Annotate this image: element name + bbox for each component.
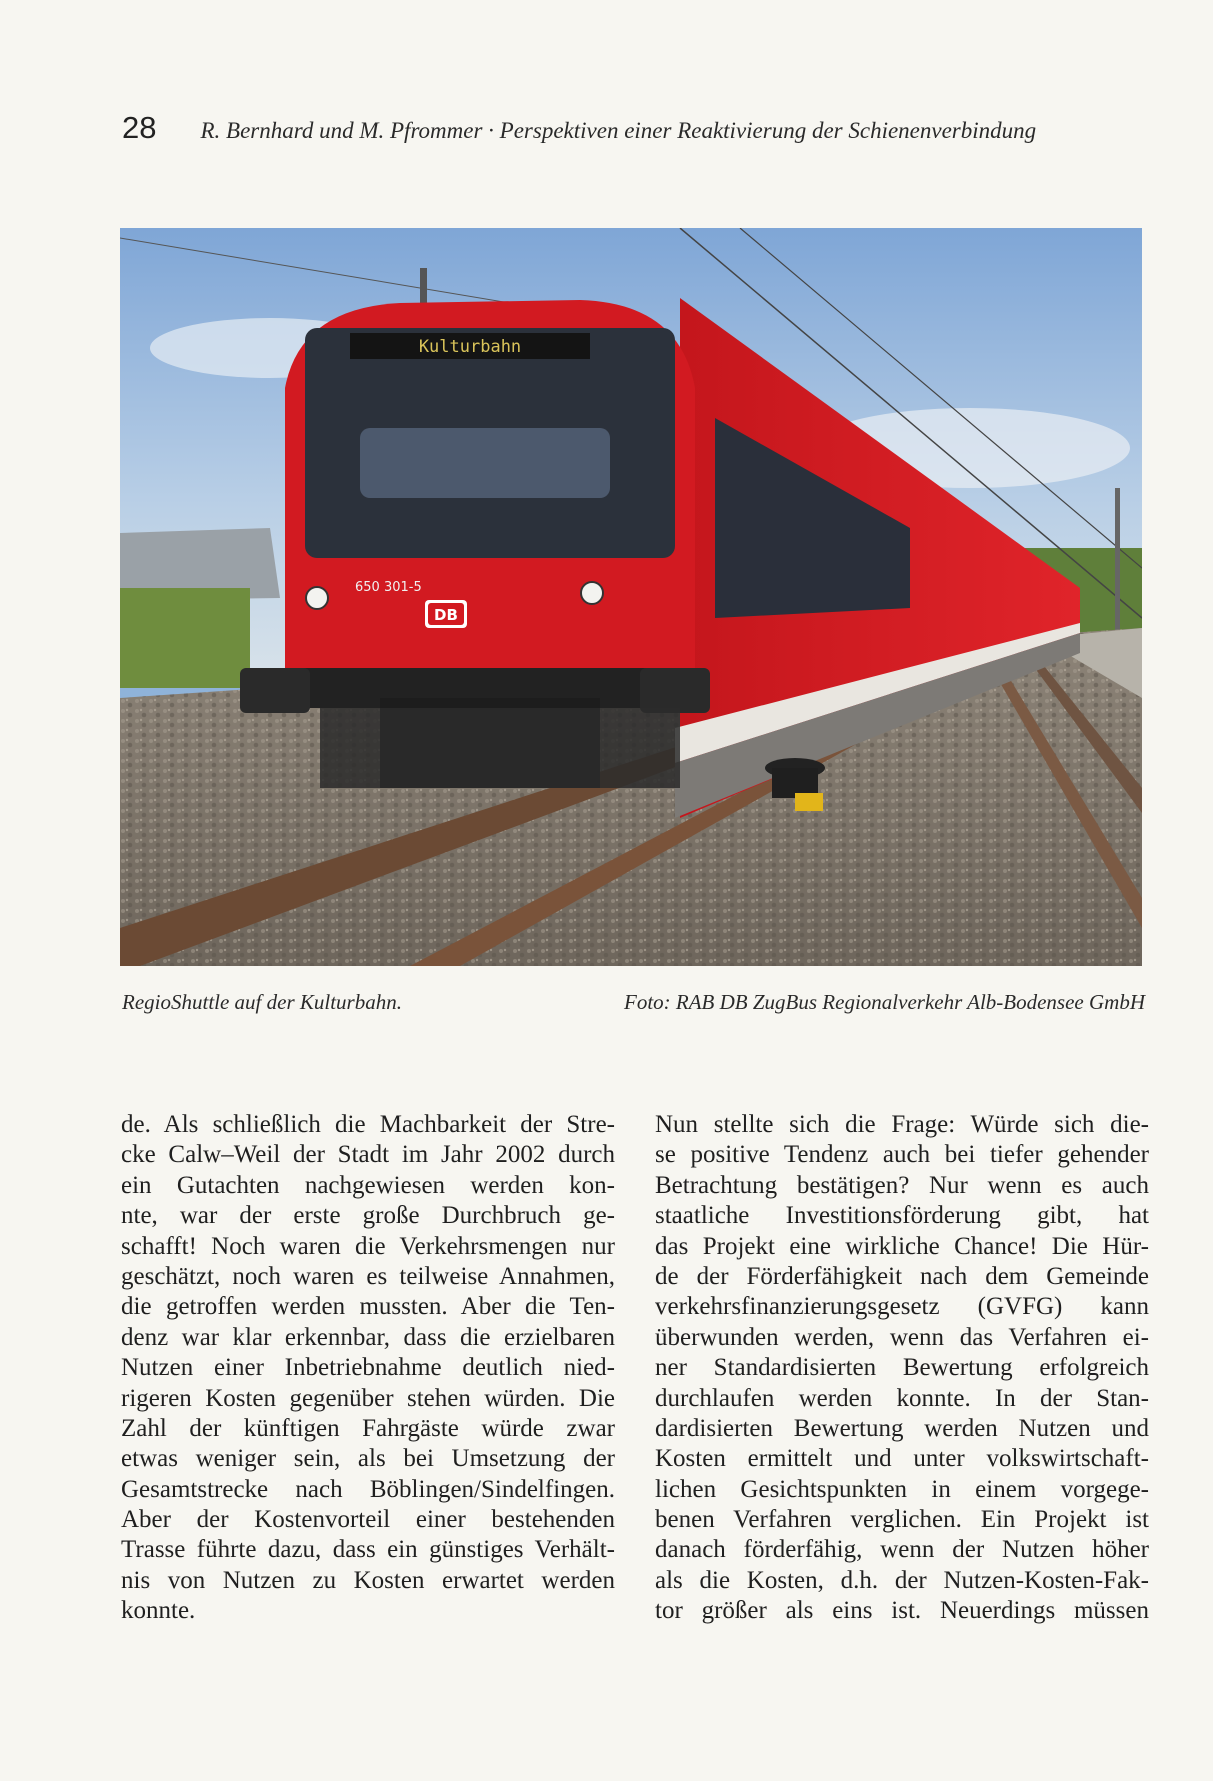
text-line: verkehrsfinanzierungsgesetz (GVFG) kann — [655, 1293, 1149, 1321]
text-line: ein Gutachten nachgewiesen werden kon- — [121, 1171, 615, 1199]
text-line: ner Standardisierten Bewertung erfolgreich — [655, 1354, 1149, 1382]
text-line: Gesamtstrecke nach Böblingen/Sindelfingen. — [121, 1475, 615, 1503]
text-line: schafft! Noch waren die Verkehrsmengen nur — [121, 1232, 615, 1260]
text-line: überwunden werden, wenn das Verfahren ei- — [655, 1323, 1149, 1351]
text-line: durchlaufen werden konnte. In der Stan- — [655, 1384, 1149, 1412]
yellow-box — [795, 793, 823, 811]
headlight-right — [581, 582, 603, 604]
text-line: cke Calw–Weil der Stadt im Jahr 2002 durch — [121, 1141, 615, 1169]
text-line: als die Kosten, d.h. der Nutzen-Kosten-Fak- — [655, 1566, 1149, 1594]
text-line: tor größer als eins ist. Neuerdings müssen — [655, 1597, 1149, 1625]
train-illustration — [120, 228, 1142, 966]
destination-display: Kulturbahn — [418, 337, 522, 357]
text-line: benen Verfahren verglichen. Ein Projekt ist — [655, 1506, 1149, 1534]
text-line: staatliche Investitionsförderung gibt, hat — [655, 1202, 1149, 1230]
text-line: denz war klar erkennbar, dass die erzielbaren — [121, 1323, 615, 1351]
text-line: nte, war der erste große Durchbruch ge- — [121, 1202, 615, 1230]
bogie — [320, 708, 680, 788]
text-line: danach förderfähig, wenn der Nutzen höher — [655, 1536, 1149, 1564]
db-logo: DB — [434, 606, 458, 624]
text-line: Zahl der künftigen Fahrgäste würde zwar — [121, 1414, 615, 1442]
mast — [1115, 488, 1120, 648]
page-number: 28 — [122, 110, 157, 145]
text-line: Trasse führte dazu, dass ein günstiges Verhält- — [121, 1536, 615, 1564]
text-line: Betrachtung bestätigen? Nur wenn es auch — [655, 1171, 1149, 1199]
left-text-column — [121, 1110, 615, 1627]
photo-credit: Foto: RAB DB ZugBus Regionalverkehr Alb-Bodensee GmbH — [624, 990, 1145, 1014]
headlight-left — [306, 587, 328, 609]
photo-caption: RegioShuttle auf der Kulturbahn. — [122, 990, 402, 1014]
text-line: die getroffen werden mussten. Aber die Ten- — [121, 1293, 615, 1321]
text-line: etwas weniger sein, als bei Umsetzung der — [121, 1445, 615, 1473]
text-line: geschätzt, noch waren es teilweise Annahmen, — [121, 1262, 615, 1290]
running-title: R. Bernhard und M. Pfrommer · Perspektiven einer Reaktivierung der Schienenverbindung — [200, 118, 1037, 143]
text-line: konnte. — [121, 1597, 196, 1625]
windscreen-reflection — [360, 428, 610, 498]
text-line: das Projekt eine wirkliche Chance! Die Hür- — [655, 1232, 1149, 1260]
train-photo — [120, 228, 1142, 966]
running-header — [122, 110, 1107, 154]
text-line: rigeren Kosten gegenüber stehen würden. Die — [121, 1384, 615, 1412]
text-line: Nun stellte sich die Frage: Würde sich die- — [655, 1111, 1149, 1138]
trees-left — [120, 588, 250, 688]
text-line: de der Förderfähigkeit nach dem Gemeinde — [655, 1262, 1149, 1290]
buffer — [240, 668, 310, 713]
text-line: nis von Nutzen zu Kosten erwartet werden — [121, 1566, 615, 1594]
text-line: se positive Tendenz auch bei tiefer gehender — [655, 1141, 1149, 1169]
text-line: dardisierten Bewertung werden Nutzen und — [655, 1414, 1149, 1442]
text-line: Nutzen einer Inbetriebnahme deutlich nied- — [121, 1354, 615, 1382]
text-line: Kosten ermittelt und unter volkswirtschaft- — [655, 1445, 1149, 1473]
text-line: de. Als schließlich die Machbarkeit der Stre- — [121, 1111, 615, 1138]
text-line: lichen Gesichtspunkten in einem vorgege- — [655, 1475, 1149, 1503]
buffer — [640, 668, 710, 713]
right-text-column — [655, 1110, 1149, 1627]
vehicle-number: 650 301-5 — [355, 580, 422, 595]
text-line: Aber der Kostenvorteil einer bestehenden — [121, 1506, 615, 1534]
